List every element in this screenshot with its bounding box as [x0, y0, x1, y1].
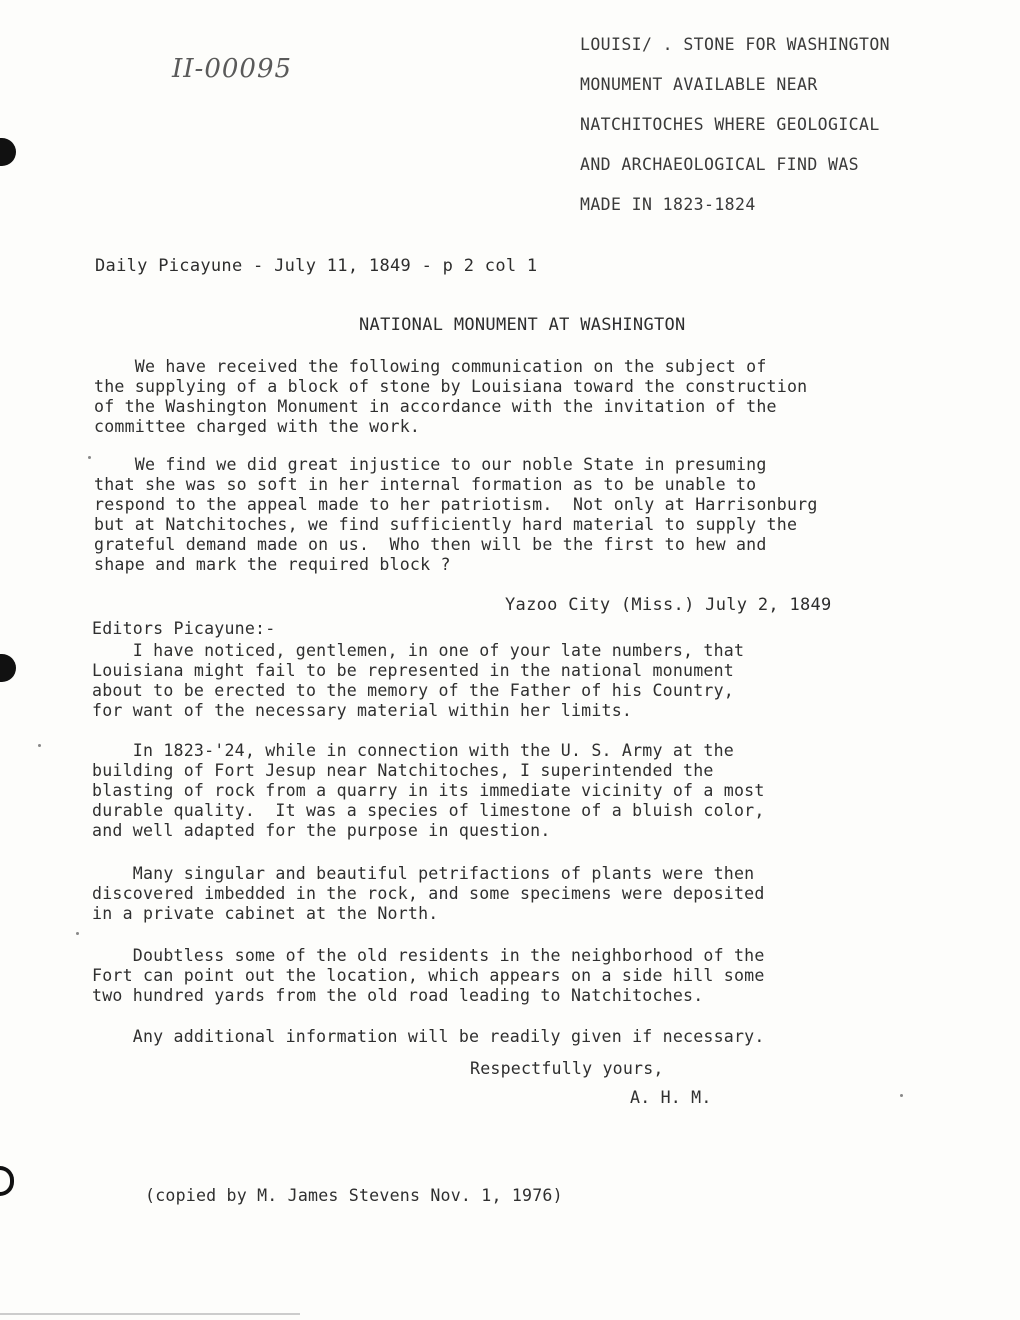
letter-line: In 1823-'24, while in connection with the U. S. Army at the: [92, 741, 734, 760]
scan-edge-line: [0, 1313, 300, 1315]
header-line-4: AND ARCHAEOLOGICAL FIND WAS: [580, 155, 860, 174]
source-citation: Daily Picayune - July 11, 1849 - p 2 col 1: [95, 256, 538, 276]
letter-line: Many singular and beautiful petrifactions of plants were then: [92, 864, 755, 883]
letter-line: durable quality. It was a species of limestone of a bluish color,: [92, 801, 765, 820]
letter-line: Louisiana might fail to be represented in the national monument: [92, 661, 734, 680]
letter-line: blasting of rock from a quarry in its immediate vicinity of a most: [92, 781, 765, 800]
letter-line: two hundred yards from the old road leading to Natchitoches.: [92, 986, 704, 1005]
letter-closing: Respectfully yours,: [470, 1059, 664, 1078]
speck-mark: [38, 744, 41, 747]
intro-line: the supplying of a block of stone by Louisiana toward the construction: [94, 377, 808, 396]
letter-line: Any additional information will be readily given if necessary.: [92, 1027, 765, 1046]
letter-line: in a private cabinet at the North.: [92, 904, 439, 923]
punch-hole-top: [0, 138, 16, 166]
speck-mark: [900, 1094, 903, 1097]
article-title: NATIONAL MONUMENT AT WASHINGTON: [359, 315, 686, 335]
second-line: shape and mark the required block ?: [94, 555, 451, 574]
punch-hole-middle: [0, 654, 16, 682]
second-line: We find we did great injustice to our noble State in presuming: [94, 455, 767, 474]
second-line: respond to the appeal made to her patriotism. Not only at Harrisonburg: [94, 495, 818, 514]
second-line: but at Natchitoches, we find sufficiently hard material to supply the: [94, 515, 798, 534]
letter-line: Doubtless some of the old residents in the neighborhood of the: [92, 946, 765, 965]
letter-salutation: Editors Picayune:-: [92, 619, 276, 638]
header-line-2: MONUMENT AVAILABLE NEAR: [580, 75, 818, 94]
letter-line: and well adapted for the purpose in question.: [92, 821, 551, 840]
speck-mark: [88, 456, 91, 459]
letter-line: discovered imbedded in the rock, and some specimens were deposited: [92, 884, 765, 903]
letter-dateline: Yazoo City (Miss.) July 2, 1849: [505, 595, 832, 615]
document-identifier: II-00095: [172, 54, 293, 84]
letter-line: building of Fort Jesup near Natchitoches, I superintended the: [92, 761, 714, 780]
letter-line: Fort can point out the location, which appears on a side hill some: [92, 966, 765, 985]
second-line: that she was so soft in her internal formation as to be unable to: [94, 475, 757, 494]
header-line-5: MADE IN 1823-1824: [580, 195, 756, 214]
punch-hole-bottom: [0, 1166, 14, 1196]
letter-line: I have noticed, gentlemen, in one of your late numbers, that: [92, 641, 745, 660]
intro-line: committee charged with the work.: [94, 417, 421, 436]
header-line-3: NATCHITOCHES WHERE GEOLOGICAL: [580, 115, 880, 134]
second-line: grateful demand made on us. Who then will be the first to hew and: [94, 535, 767, 554]
copy-note: (copied by M. James Stevens Nov. 1, 1976): [145, 1186, 563, 1205]
letter-signature: A. H. M.: [630, 1088, 712, 1107]
intro-line: of the Washington Monument in accordance with the invitation of the: [94, 397, 777, 416]
letter-line: for want of the necessary material within her limits.: [92, 701, 633, 720]
header-line-1: LOUISI/ . STONE FOR WASHINGTON: [580, 35, 891, 54]
letter-line: about to be erected to the memory of the Father of his Country,: [92, 681, 734, 700]
intro-line: We have received the following communication on the subject of: [94, 357, 767, 376]
speck-mark: [76, 932, 79, 935]
